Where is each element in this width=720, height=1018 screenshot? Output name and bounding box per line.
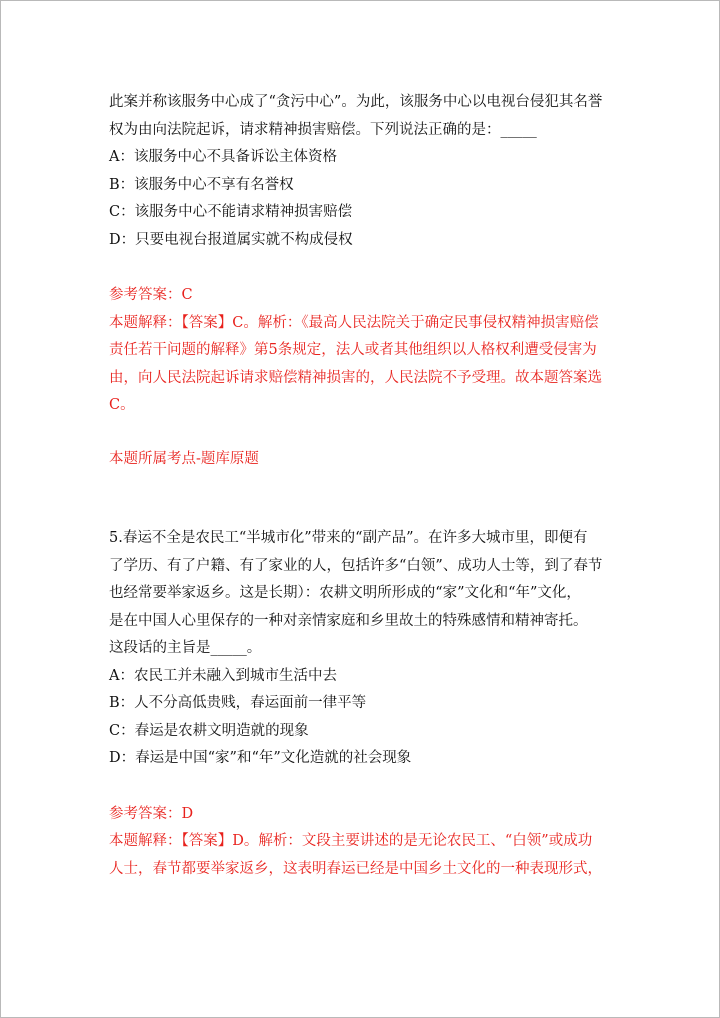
stem-line: 也经常要举家返乡。这是长期）：农耕文明所形成的“家”文化和“年”文化， [109, 585, 581, 601]
question-4-topic: 本题所属考点-题库原题 [109, 450, 259, 467]
option-a: A：该服务中心不具备诉讼主体资格 [109, 149, 337, 165]
stem-line: 权为由向法院起诉，请求精神损害赔偿。下列说法正确的是：_____ [109, 121, 537, 138]
option-d: D：只要电视台报道属实就不构成侵权 [109, 231, 353, 248]
option-b: B：该服务中心不享有名誉权 [109, 176, 294, 193]
option-c: C：该服务中心不能请求精神损害赔偿 [109, 204, 353, 220]
stem-line: 了学历、有了户籍、有了家业的人，包括许多“白领”、成功人士等，到了春节 [109, 557, 603, 574]
question-4-options [109, 144, 619, 254]
option-b: B：人不分高低贵贱，春运面前一律平等 [109, 695, 367, 711]
option-c: C：春运是农耕文明造就的现象 [109, 722, 309, 739]
stem-line: 5.春运不全是农民工“半城市化”带来的“副产品”。在许多大城市里，即便有 [109, 530, 588, 546]
page-content [109, 89, 619, 883]
question-5-answer: 参考答案：D [109, 805, 194, 822]
explanation-line: 由，向人民法院起诉请求赔偿精神损害的，人民法院不予受理。故本题答案选 [109, 369, 602, 386]
question-5-explanation [109, 828, 619, 883]
explanation-line: 本题解释：【答案】C。解析：《最高人民法院关于确定民事侵权精神损害赔偿 [109, 314, 599, 331]
question-5-options [109, 663, 619, 773]
question-4-answer: 参考答案：C [109, 287, 193, 303]
stem-line: 这段话的主旨是_____。 [109, 640, 262, 656]
explanation-line: C。 [109, 397, 135, 413]
question-4-explanation [109, 310, 619, 420]
explanation-line: 本题解释：【答案】D。解析：文段主要讲述的是无论农民工、“白领”或成功 [109, 833, 593, 849]
question-4-stem [109, 89, 619, 144]
question-5-stem [109, 525, 619, 663]
explanation-line: 责任若干问题的解释》第5条规定，法人或者其他组织以人格权利遭受侵害为 [109, 342, 597, 358]
option-a: A：农民工并未融入到城市生活中去 [109, 667, 337, 684]
explanation-line: 人士，春节都要举家返乡，这表明春运已经是中国乡土文化的一种表现形式， [109, 860, 602, 877]
option-d: D：春运是中国“家”和“年”文化造就的社会现象 [109, 750, 412, 766]
stem-line: 是在中国人心里保存的一种对亲情家庭和乡里故土的特殊感情和精神寄托。 [109, 612, 588, 629]
stem-line: 此案并称该服务中心成了“贪污中心”。为此，该服务中心以电视台侵犯其名誉 [109, 94, 603, 110]
